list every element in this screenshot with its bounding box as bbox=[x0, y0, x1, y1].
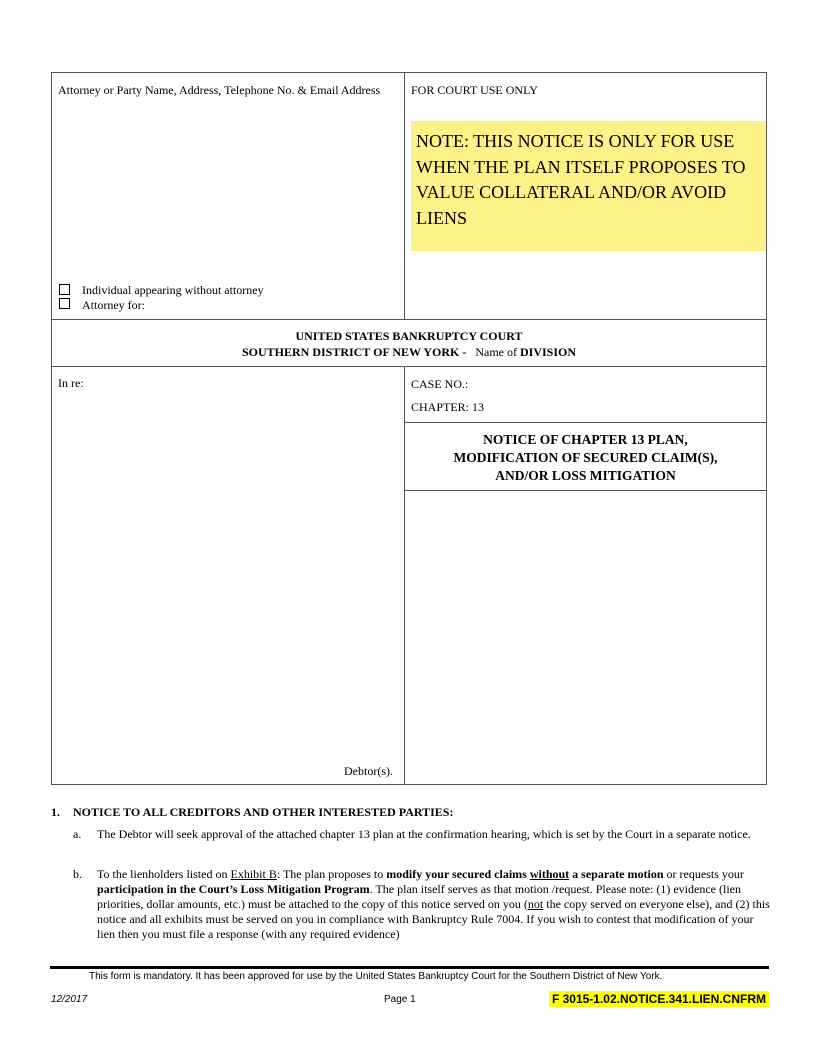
court-use-label: FOR COURT USE ONLY bbox=[411, 83, 538, 97]
caption-divider-top bbox=[404, 72, 405, 319]
note-highlight: NOTE: THIS NOTICE IS ONLY FOR USE WHEN THE PLAN ITSELF PROPOSES TO VALUE COLLATERAL AND/OR AVOID LIENS bbox=[411, 121, 766, 251]
chapter-label: CHAPTER: 13 bbox=[411, 400, 485, 414]
notice-title-line3: AND/OR LOSS MITIGATION bbox=[495, 468, 676, 483]
item-b-part1: To the lienholders listed on bbox=[97, 867, 231, 881]
court-division: DIVISION bbox=[520, 345, 577, 359]
item-b-without: without bbox=[529, 867, 570, 881]
item-b-text bbox=[97, 867, 771, 942]
item-b-part3: or requests your bbox=[663, 867, 744, 881]
attorney-for-label: Attorney for: bbox=[82, 298, 145, 312]
item-b-label: b. bbox=[73, 867, 82, 881]
item-a-label: a. bbox=[73, 827, 82, 841]
notice-title-line2: MODIFICATION OF SECURED CLAIM(S), bbox=[453, 450, 718, 465]
item-b-not: not bbox=[527, 897, 544, 911]
caption-rule-inre bbox=[51, 366, 767, 367]
caption-rule-court bbox=[51, 319, 767, 320]
item-a-text: The Debtor will seek approval of the attached chapter 13 plan at the confirmation hearing, which is set by the Court in a separate notice. bbox=[97, 827, 751, 841]
caption-rule-title-top bbox=[404, 422, 767, 423]
section1-number: 1. bbox=[51, 805, 60, 819]
individual-checkbox-label: Individual appearing without attorney bbox=[82, 283, 264, 297]
item-b-part2: : The plan proposes to bbox=[276, 867, 387, 881]
notice-title bbox=[405, 431, 766, 485]
court-line2 bbox=[51, 345, 767, 360]
attorney-label: Attorney or Party Name, Address, Telephone No. & Email Address bbox=[58, 83, 381, 97]
item-b-part4: . The plan itself serves as that motion /request. Please note: (1) evidence (lien priorities, dollar amounts, etc.) must be attached to the copy of this notice served on you ( bbox=[97, 882, 741, 911]
debtors-label: Debtor(s). bbox=[344, 764, 393, 778]
section1-heading: NOTICE TO ALL CREDITORS AND OTHER INTERESTED PARTIES: bbox=[73, 805, 454, 819]
item-b-bold-loss-mitigation: participation in the Court’s Loss Mitigation Program bbox=[97, 882, 370, 896]
individual-checkbox[interactable] bbox=[59, 284, 70, 295]
caption-rule-title-bottom bbox=[404, 490, 767, 491]
court-name-of: Name of bbox=[475, 345, 517, 359]
in-re-label: In re: bbox=[58, 376, 84, 390]
case-number-label: CASE NO.: bbox=[411, 377, 469, 391]
court-district: SOUTHERN DISTRICT OF NEW YORK - bbox=[241, 345, 467, 359]
footer-mandatory: This form is mandatory. It has been approved for use by the United States Bankruptcy Court for the Southern District of New York. bbox=[89, 971, 663, 982]
court-line1: UNITED STATES BANKRUPTCY COURT bbox=[295, 329, 523, 343]
court-name bbox=[51, 329, 767, 360]
item-b-part5: the copy served on everyone else), and (2) this notice and all exhibits must be served on you in compliance with Bankruptcy Rule 7004. If you wish to contest that modification of your lien then you must file a response (with any required evidence) bbox=[97, 897, 770, 941]
footer-date: 12/2017 bbox=[51, 994, 88, 1005]
caption-divider-bottom bbox=[404, 366, 405, 785]
footer-rule bbox=[50, 966, 769, 969]
attorney-for-checkbox[interactable] bbox=[59, 298, 70, 309]
footer-form-id: F 3015-1.02.NOTICE.341.LIEN.CNFRM bbox=[549, 991, 769, 1007]
item-b-bold-motion: a separate motion bbox=[569, 867, 664, 881]
exhibit-b-link: Exhibit B bbox=[230, 867, 277, 881]
footer-page: Page 1 bbox=[384, 994, 416, 1005]
item-b-bold-modify: modify your secured claims bbox=[386, 867, 527, 881]
notice-title-line1: NOTICE OF CHAPTER 13 PLAN, bbox=[483, 432, 688, 447]
